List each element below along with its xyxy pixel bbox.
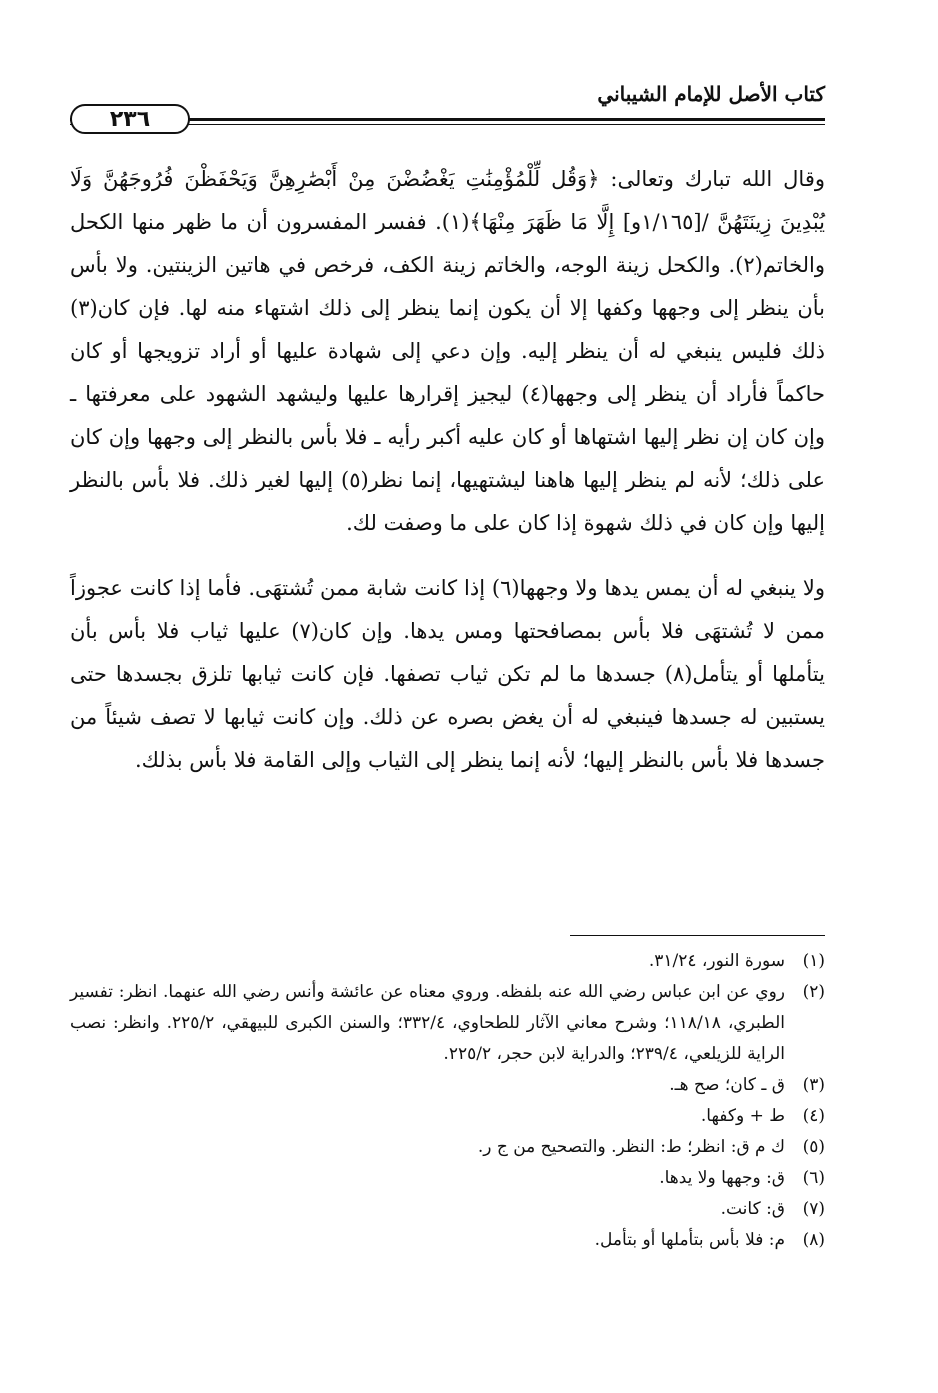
footnote (70, 1163, 825, 1194)
book-page (70, 70, 825, 1360)
footnote (70, 1225, 825, 1256)
footnote-number: (٤) (802, 1106, 825, 1126)
footnote-text: ق: وجهها ولا يدها. (659, 1168, 785, 1188)
footnote (70, 1194, 825, 1225)
page-number: ٢٣٦ (70, 104, 190, 134)
footnote-text: م: فلا بأس بتأملها أو بتأمل. (594, 1230, 785, 1250)
footnote (70, 946, 825, 977)
footnote-text: ك م ق: انظر؛ ط: النظر. والتصحيح من ج ر. (477, 1137, 785, 1157)
footnote-number: (٨) (802, 1230, 825, 1250)
footnote-text: ق: كانت. (720, 1199, 785, 1219)
footnote-number: (٦) (802, 1168, 825, 1188)
footnote-divider (570, 935, 825, 936)
footnote-text: ق ـ كان؛ صح هـ. (669, 1075, 785, 1095)
footnote-number: (٢) (802, 982, 825, 1002)
footnote (70, 1101, 825, 1132)
footnote-text: ط + وكفها. (700, 1106, 785, 1126)
footnote-text: سورة النور، ٣١/٢٤. (648, 951, 785, 971)
running-title: كتاب الأصل للإمام الشيباني (597, 82, 825, 106)
footnote (70, 1132, 825, 1163)
footnote-number: (٣) (802, 1075, 825, 1095)
footnote-text: روي عن ابن عباس رضي الله عنه بلفظه. وروي معناه عن عائشة وأنس رضي الله عنهما. انظر: تفسير الطبري، ١١٨/١٨؛ وشرح معاني الآثار للطحاوي، ٣٣٢/٤؛ والسنن الكبرى للبيهقي، ٢٢٥/٢. وانظر: نصب الراية للزيلعي، ٢٣٩/٤؛ والدراية لابن حجر، ٢٢٥/٢. (70, 982, 785, 1064)
footnotes (70, 946, 825, 1256)
main-text (70, 158, 825, 782)
paragraph: وقال الله تبارك وتعالى: ﴿وَقُل لِّلْمُؤْمِنَٰتِ يَغْضُضْنَ مِنْ أَبْصَٰرِهِنَّ وَيَحْفَظْنَ فُرُوجَهُنَّ وَلَا يُبْدِينَ زِينَتَهُنَّ /[١/١٦٥و] إِلَّا مَا ظَهَرَ مِنْهَا﴾(١). ففسر المفسرون أن ما ظهر منها الكحل والخاتم(٢). والكحل زينة الوجه، والخاتم زينة الكف، فرخص في هاتين الزينتين. ولا بأس بأن ينظر إلى وجهها وكفها إلا أن يكون إنما ينظر إلى ذلك اشتهاء منه لها. فإن كان(٣) ذلك فليس ينبغي له أن ينظر إليه. وإن دعي إلى شهادة عليها أو أراد تزويجها أو كان حاكماً فأراد أن ينظر إلى وجهها(٤) ليجيز إقرارها عليها وليشهد الشهود على معرفتها ـ وإن كان إن نظر إليها اشتهاها أو كان عليه أكبر رأيه ـ فلا بأس بالنظر إلى وجهها وإن كان على ذلك؛ لأنه لم ينظر إليها هاهنا ليشتهيها، إنما نظر(٥) إليها لغير ذلك. فلا بأس بالنظر إليها وإن كان في ذلك شهوة إذا كان على ما وصفت لك. (70, 167, 825, 535)
footnote-number: (٧) (802, 1199, 825, 1219)
footnote-number: (٥) (802, 1137, 825, 1157)
footnote (70, 1070, 825, 1101)
footnote (70, 977, 825, 1070)
paragraph: ولا ينبغي له أن يمس يدها ولا وجهها(٦) إذا كانت شابة ممن تُشتهَى. فأما إذا كانت عجوزاً ممن لا تُشتهَى فلا بأس بمصافحتها ومس يدها. وإن كان(٧) عليها ثياب فلا بأس بأن يتأملها أو يتأمل(٨) جسدها ما لم تكن ثياب تصفها. فإن كانت ثيابها تلزق بجسدها حتى يستبين له جسدها فينبغي له أن يغض بصره عن ذلك. وإن كانت ثيابها لا تصف شيئاً من جسدها فلا بأس بالنظر إليها؛ لأنه إنما ينظر إلى الثياب وإلى القامة فلا بأس بذلك. (70, 576, 826, 772)
footnote-number: (١) (802, 951, 825, 971)
